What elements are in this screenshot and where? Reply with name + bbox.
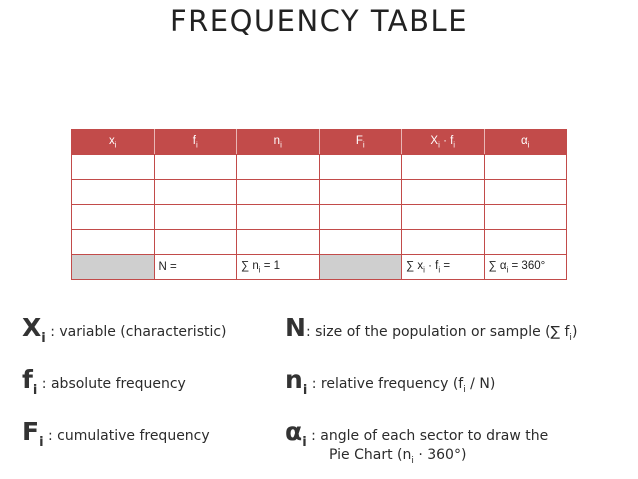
header-xi: $x_i$ <box>72 130 155 155</box>
legend-alpha: $\alpha_i$ : angle of each sector to draw the <box>285 417 549 450</box>
total-ni-cell: ∑ $n_i = 1$ <box>237 255 320 280</box>
header-xi-fi: $X_i \cdot f_i$ <box>402 130 485 155</box>
legend-ni: $n_i$ : relative frequency $(f_i / N)$ <box>285 365 496 398</box>
legend-xi: $X_i$ : variable (characteristic) <box>22 313 227 346</box>
totals-row <box>72 255 567 280</box>
table-row <box>72 155 567 180</box>
table-row <box>72 180 567 205</box>
table-row <box>72 230 567 255</box>
legend-Fi: $F_i$ : cumulative frequency <box>22 417 210 450</box>
legend-N: N: size of the population or sample (∑ $f_i$) <box>285 313 578 343</box>
total-alpha-cell: ∑ $\alpha_i = 360^\circ$ <box>484 255 567 280</box>
header-alpha: $\alpha_i$ <box>484 130 567 155</box>
frequency-table <box>71 129 567 280</box>
table-header-row <box>72 130 567 155</box>
total-N-cell: N = <box>154 255 237 280</box>
header-fi: $f_i$ <box>154 130 237 155</box>
header-ni: $n_i$ <box>237 130 320 155</box>
totals-blank-cell <box>319 255 402 280</box>
legend-alpha-continuation: Pie Chart $(n_i \cdot 360^\circ)$ <box>329 447 467 466</box>
totals-blank-cell <box>72 255 155 280</box>
page-title: FREQUENCY TABLE <box>169 4 469 38</box>
header-Fi: $F_i$ <box>319 130 402 155</box>
total-xifi-cell: ∑ $x_i \cdot f_i$ = <box>402 255 485 280</box>
legend-fi: $f_i$ : absolute frequency <box>22 365 186 398</box>
table-row <box>72 205 567 230</box>
